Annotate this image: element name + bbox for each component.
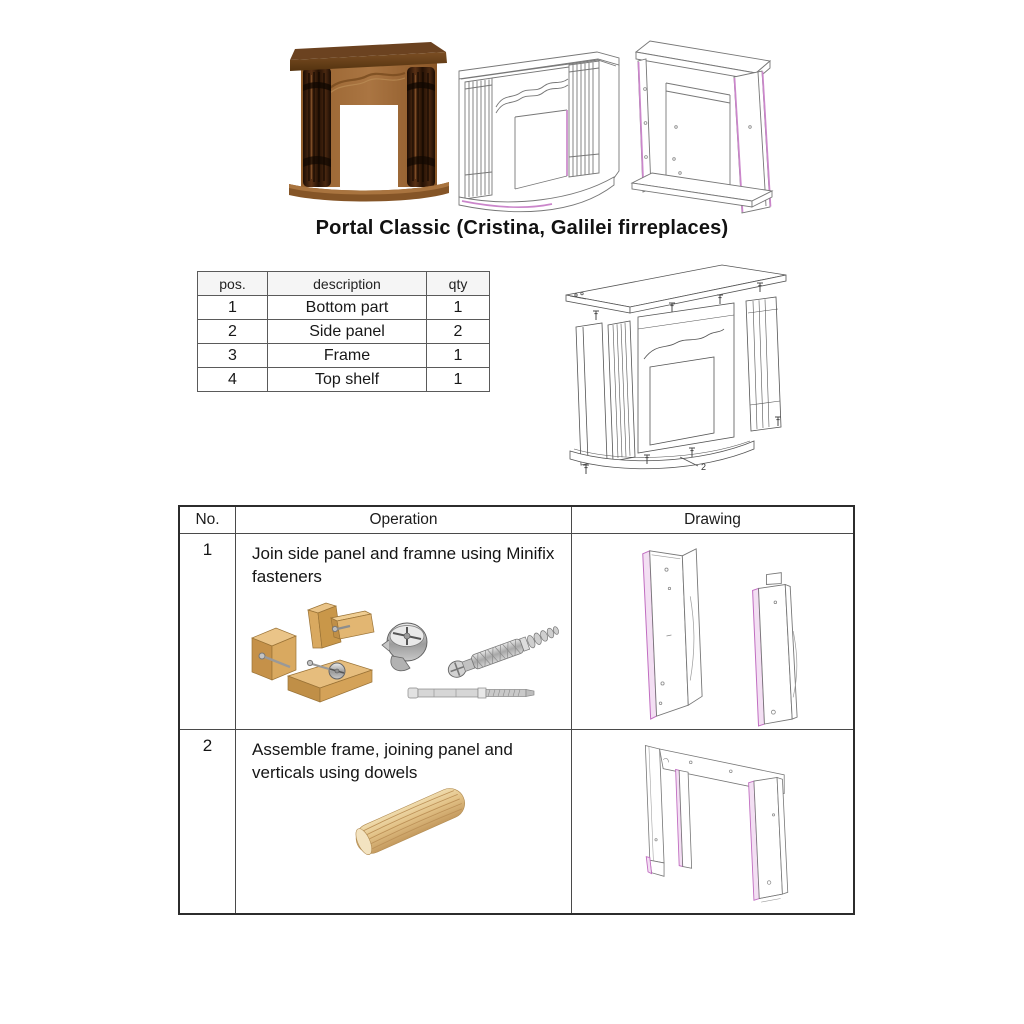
wooden-dowel-illustration: [334, 776, 486, 868]
step-operation-cell: [236, 730, 572, 913]
steps-table: [178, 505, 855, 915]
step-operation-cell: [236, 534, 572, 730]
steps-header-operation: Operation: [236, 507, 572, 534]
page-title: Portal Classic (Cristina, Galilei firreplaces): [315, 217, 729, 239]
exploded-assembly-drawing: [552, 255, 805, 485]
part-qty: 1: [427, 296, 490, 320]
part-qty: 2: [427, 320, 490, 344]
step-number: 2: [180, 730, 236, 913]
table-row: [198, 344, 490, 368]
step-operation-text: Join side panel and framne using Minifix fasteners: [252, 544, 555, 586]
part-description: Top shelf: [268, 368, 427, 392]
part-description: Frame: [268, 344, 427, 368]
parts-header-description: description: [268, 272, 427, 296]
step-number: 1: [180, 534, 236, 730]
steps-header-no: No.: [180, 507, 236, 534]
part-pos: 3: [198, 344, 268, 368]
table-row: [198, 296, 490, 320]
frame-assembly-drawing: [583, 733, 843, 911]
steps-header-drawing: Drawing: [572, 507, 853, 534]
step-operation-text: Assemble frame, joining panel and verticals using dowels: [252, 740, 513, 782]
table-row: [198, 320, 490, 344]
parts-header-row: [198, 272, 490, 296]
step-drawing-cell: [572, 534, 853, 730]
part-qty: 1: [427, 368, 490, 392]
part-description: Bottom part: [268, 296, 427, 320]
fireplace-drawing-rear: [624, 27, 805, 221]
side-panels-drawing: [573, 537, 853, 727]
step-drawing-cell: [572, 730, 853, 913]
parts-table: [197, 271, 490, 392]
fireplace-drawing-front: [452, 25, 630, 215]
minifix-hardware-illustration: [242, 596, 572, 726]
exploded-part-label: 2: [701, 462, 707, 472]
part-pos: 4: [198, 368, 268, 392]
part-qty: 1: [427, 344, 490, 368]
part-pos: 2: [198, 320, 268, 344]
part-description: Side panel: [268, 320, 427, 344]
parts-header-pos: pos.: [198, 272, 268, 296]
part-pos: 1: [198, 296, 268, 320]
parts-header-qty: qty: [427, 272, 490, 296]
table-row: [198, 368, 490, 392]
fireplace-photo: [283, 27, 455, 208]
